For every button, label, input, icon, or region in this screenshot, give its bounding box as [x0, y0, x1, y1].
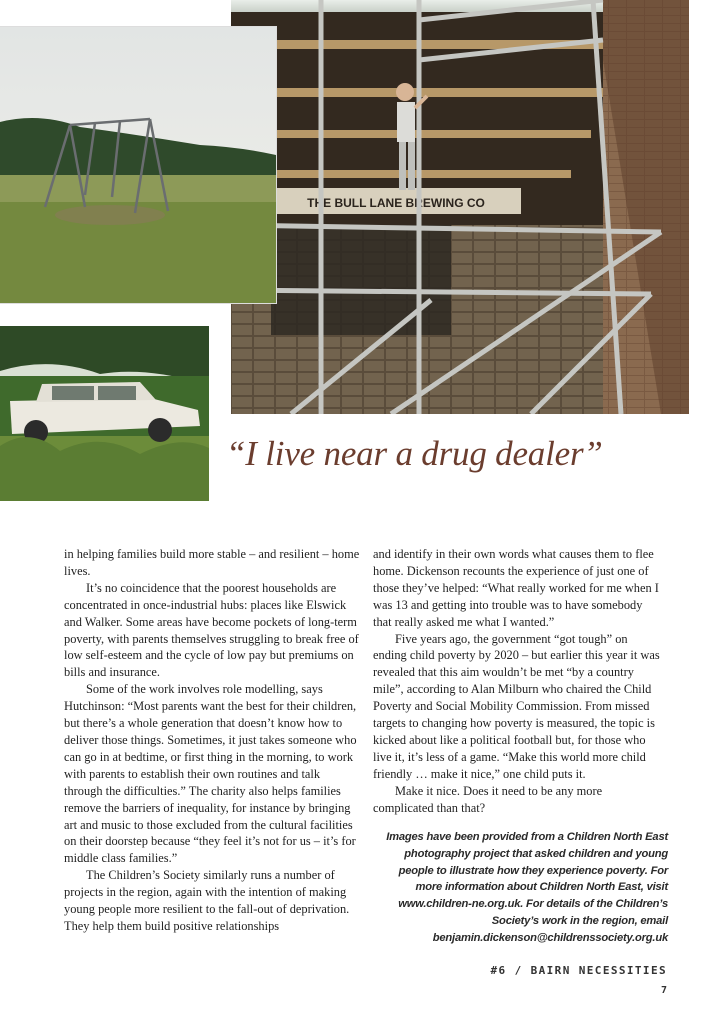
section-footer-label: #6 / BAIRN NECESSITIES: [490, 964, 667, 977]
image-credit: Images have been provided from a Children North East photography project that asked children and young people to illustrate how they experience poverty. For more information about Children North East, visit www.children-ne.org.uk. For details of the Children’s Society’s work in the region, email benjamin.dickenson@childrenssociety.org.uk: [386, 831, 668, 944]
article-left-column: [64, 546, 360, 935]
article-paragraph: and identify in their own words what causes them to flee home. Dickenson recounts the experience of just one of those they’ve helped: “What really worked for me when I was 13 and getting into trouble was to have somebody that really asked me what I wanted.”: [373, 547, 659, 629]
page-number: 7: [660, 985, 667, 996]
article-paragraph: Make it nice. Does it need to be any more complicated than that?: [373, 783, 603, 815]
article-paragraph: It’s no coincidence that the poorest households are concentrated in once-industrial hubs: places like Elswick and Walker. Some areas have become pockets of long-term poverty, with parents themselves struggling to break free of low self-esteem and the cycle of low pay but premiums on bills and insurance.: [64, 580, 359, 680]
article-paragraph: Five years ago, the government “got tough” on ending child poverty by 2020 – but earlier this year it was revealed that this aim wouldn’t be met “by a country mile”, according to Alan Milburn who chaired the Child Poverty and Social Mobility Commission. From missed targets to changing how poverty is measured, the topic is kicked about like a political football but, for those who live it, it’s less of a game. “Make this world more child friendly … make it nice,” one child puts it.: [373, 631, 660, 781]
scaffold-sign-text: THE BULL LANE BREWING CO: [307, 196, 485, 210]
swings-photo: [0, 27, 276, 303]
article-paragraph: The Children’s Society similarly runs a number of projects in the region, again with the intention of making young people more resilient to the fall-out of deprivation. They help them build positive relationships: [64, 868, 350, 933]
article-paragraph: in helping families build more stable – and resilient – home lives.: [64, 547, 360, 578]
article-right-column: [373, 546, 663, 817]
pull-quote: “I live near a drug dealer”: [226, 434, 603, 473]
scaffold-photo: [231, 0, 689, 414]
article-paragraph: Some of the work involves role modelling, says Hutchinson: “Most parents want the best for their children, but there’s a whole generation that doesn’t know how to deliver those things. Sometimes, it just takes someone who can go in at bedtime, or first thing in the morning, to work with parents to establish their own routines and talk through the difficulties.” The charity also helps families remove the barriers of inequality, for instance by bringing art and music to those excluded from the cultural facilities on their doorstep because “they feel it’s not for us – it’s for middle class families.”: [64, 682, 357, 866]
car-photo: [0, 326, 209, 501]
